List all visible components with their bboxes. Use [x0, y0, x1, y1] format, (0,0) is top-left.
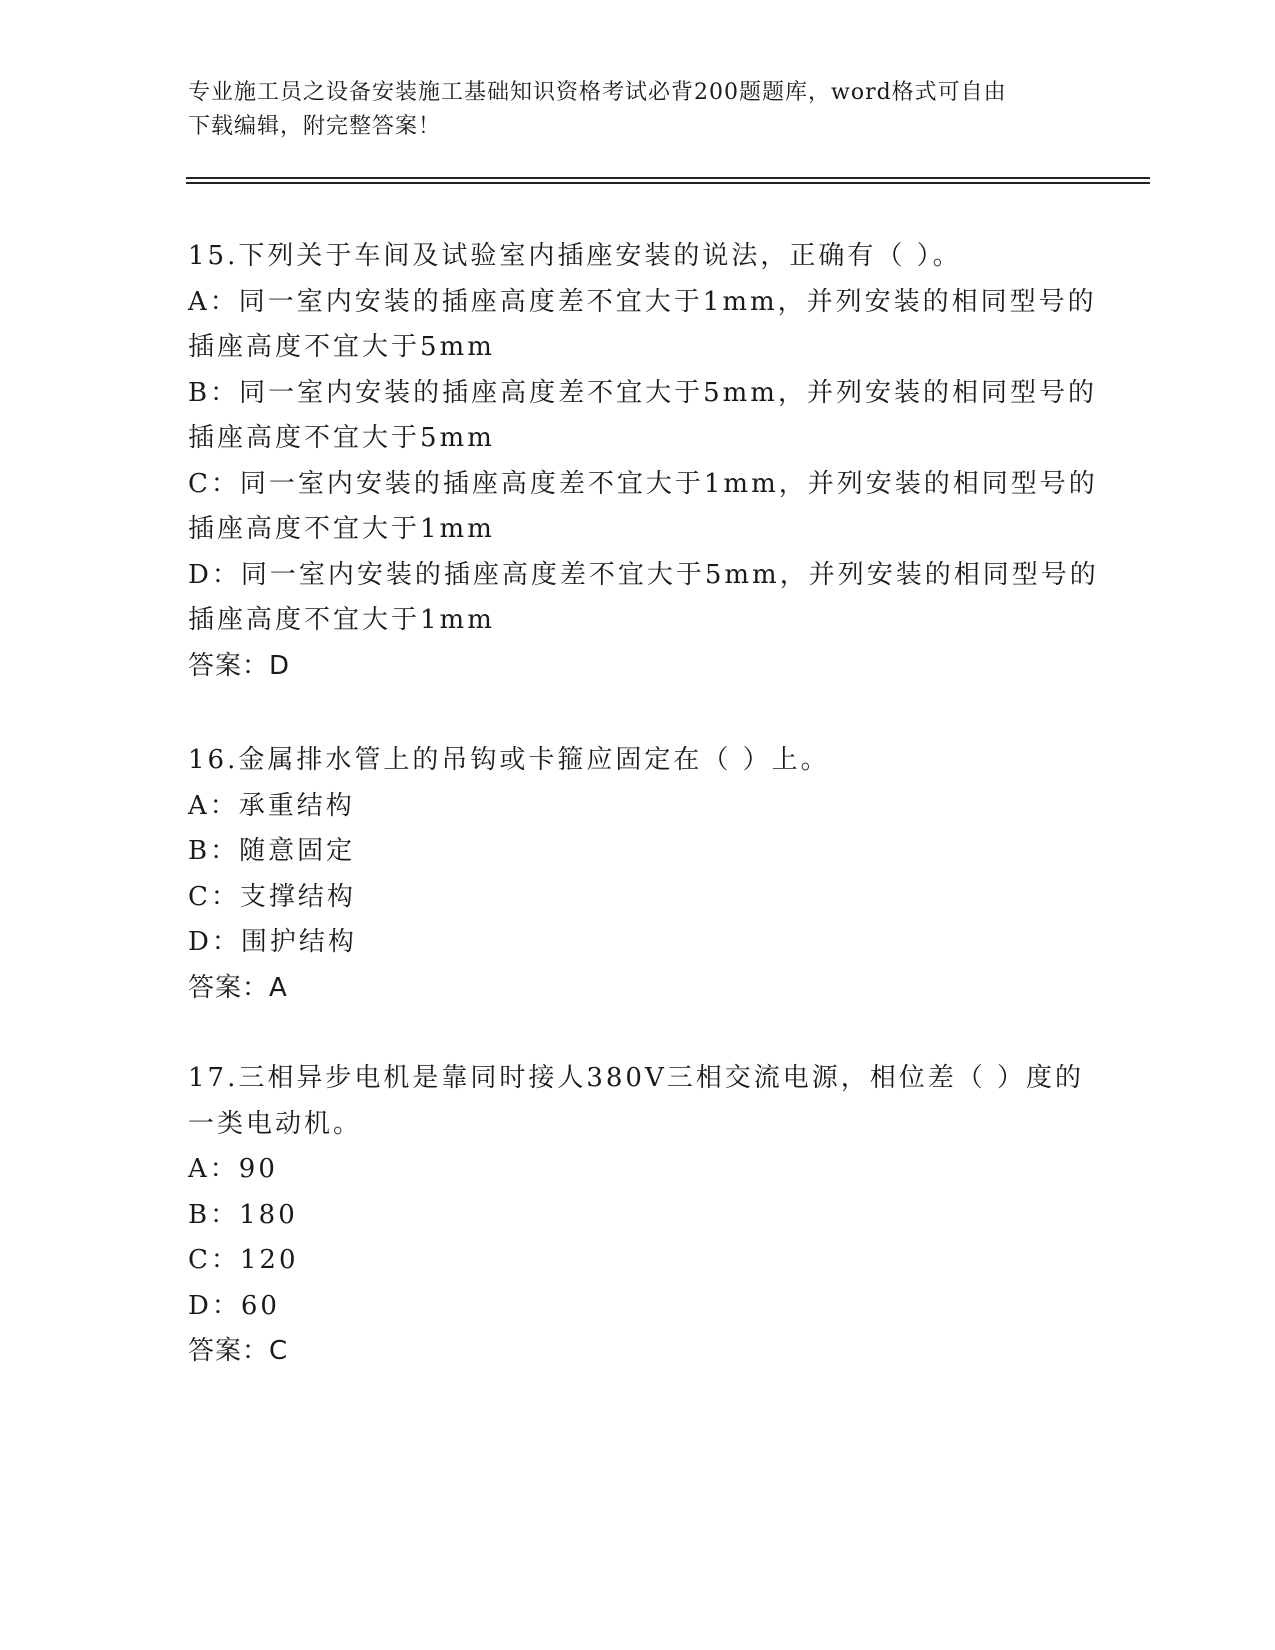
option-b: B：180: [188, 1199, 298, 1230]
question-stem-continued: 一类电动机。: [188, 1108, 363, 1139]
option-a-continued: 插座高度不宜大于5mm: [188, 332, 495, 362]
header-divider-bottom: [186, 182, 1150, 184]
option-d: D：围护结构: [188, 927, 357, 957]
question-15: [188, 234, 1099, 689]
question-17: [188, 1056, 1088, 1375]
option-a: A：承重结构: [188, 790, 355, 821]
option-c: C：支撑结构: [188, 881, 356, 912]
option-a: A：90: [188, 1154, 278, 1184]
question-stem: 16.金属排水管上的吊钩或卡箍应固定在（ ）上。: [188, 745, 830, 775]
option-d-continued: 插座高度不宜大于1mm: [188, 605, 495, 635]
option-c: C：120: [188, 1245, 299, 1275]
header-line-1: 专业施工员之设备安装施工基础知识资格考试必背200题题库，word格式可自由: [188, 80, 1007, 105]
option-b: B：随意固定: [188, 836, 356, 866]
option-c-continued: 插座高度不宜大于1mm: [188, 514, 495, 544]
answer-line: 答案：D: [188, 650, 291, 681]
option-c: C：同一室内安装的插座高度差不宜大于1mm，并列安装的相同型号的: [188, 468, 1098, 499]
question-16: [188, 738, 1088, 1011]
document-header: [188, 76, 1068, 144]
option-b: B：同一室内安装的插座高度差不宜大于5mm，并列安装的相同型号的: [188, 377, 1097, 408]
header-divider-top: [186, 177, 1150, 179]
question-stem: 15.下列关于车间及试验室内插座安装的说法，正确有（ ）。: [188, 241, 962, 271]
answer-line: 答案：A: [188, 972, 288, 1003]
header-line-2: 下载编辑，附完整答案！: [188, 114, 442, 139]
answer-line: 答案：C: [188, 1336, 289, 1366]
option-a: A：同一室内安装的插座高度差不宜大于1mm，并列安装的相同型号的: [188, 286, 1097, 317]
option-d: D：同一室内安装的插座高度差不宜大于5mm，并列安装的相同型号的: [188, 559, 1099, 590]
option-d: D：60: [188, 1290, 280, 1321]
question-stem: 17.三相异步电机是靠同时接人380V三相交流电源，相位差（ ）度的: [188, 1063, 1085, 1093]
option-b-continued: 插座高度不宜大于5mm: [188, 423, 495, 453]
